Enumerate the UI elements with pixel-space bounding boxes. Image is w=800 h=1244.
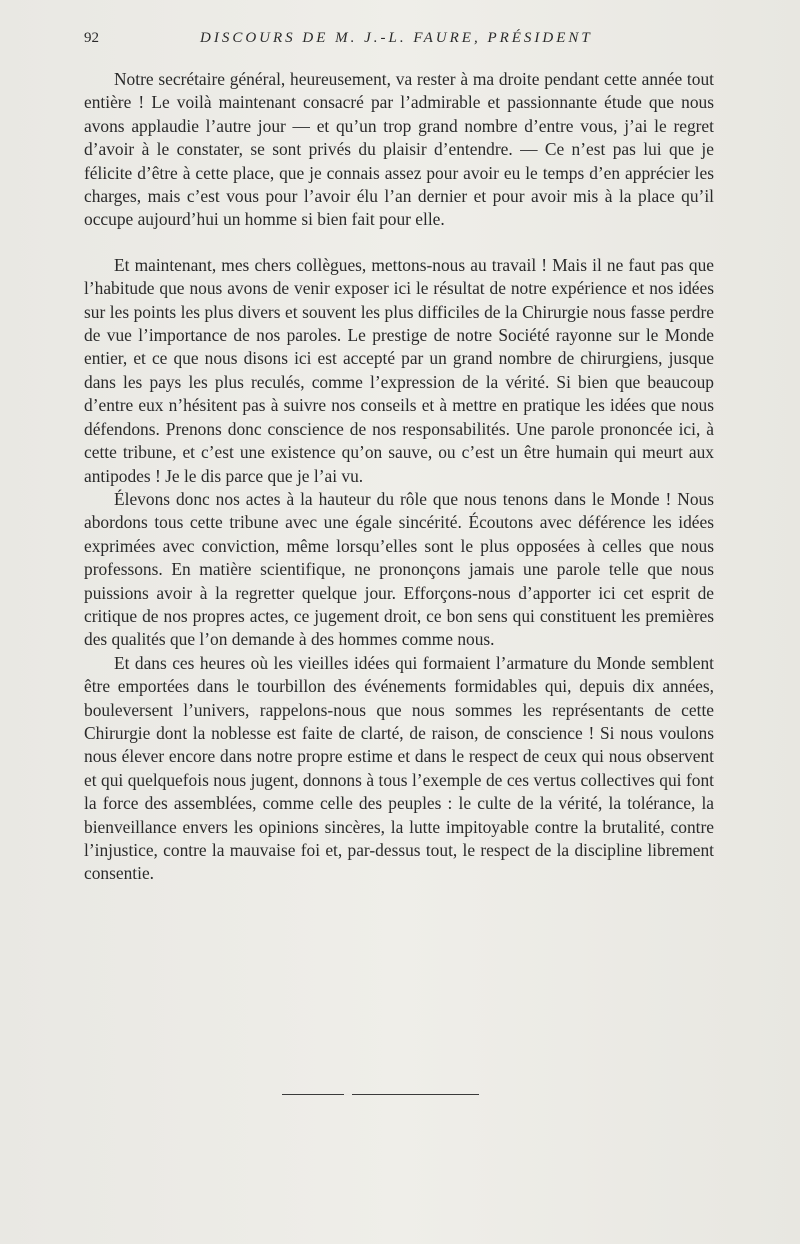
paragraph-conclusion: Et dans ces heures où les vieilles idées qui formaient l’armature du Monde semblent être emportées dans le tourbillon des événements formidables qui, depuis dix années, bouleversent l’univers, rappelons-nous que nous sommes les représentants de cette Chirurgie dont la noblesse est faite de clarté, de raison, de conscience ! Si nous voulons nous élever encore dans notre propre estime et dans le respect de ceux qui nous observent et qui quelquefois nous jugent, donnons à tous l’exemple de ces vertus collectives qui font la force des assemblées, comme celle des peuples : le culte de la vérité, la tolérance, la bienveillance envers les opinions sincères, la lutte impitoyable contre la brutalité, contre l’injustice, contre la mauvaise foi et, par-dessus tout, le respect de la discipline librement consentie. <box>84 652 714 884</box>
paragraph-secretary: Notre secrétaire général, heureusement, va rester à ma droite pendant cette année tout entière ! Le voilà maintenant consacré par l’admirable et passionnante étude que nous avons applaudie l’autre jour — et qu’un trop grand nombre d’entre vous, j’ai le regret d’avoir à le constater, se sont privés du plaisir d’entendre. — Ce n’est pas lui que je félicite d’être à cette place, que je connais assez pour avoir eu le temps d’en apprécier les charges, mais c’est vous pour l’avoir élu l’an dernier et pour avoir mis à la place qu’il occupe aujourd’hui un homme si bien fait pour elle. <box>84 69 714 230</box>
page-number: 92 <box>84 30 99 46</box>
running-title: DISCOURS DE M. J.-L. FAURE, PRÉSIDENT <box>200 30 593 46</box>
body-text <box>84 68 714 886</box>
running-head <box>84 30 716 54</box>
end-rule-break <box>344 1093 352 1096</box>
paragraph-work: Et maintenant, mes chers collègues, mettons-nous au travail ! Mais il ne faut pas que l’habitude que nous avons de venir exposer ici le résultat de notre expérience et nos idées sur les points les plus divers et souvent les plus difficiles de la Chirurgie nous fasse perdre de vue l’importance de nos paroles. Le prestige de notre Société rayonne sur le Monde entier, et ce que nous disons ici est accepté par un grand nombre de chirurgiens, jusque dans les pays les plus reculés, comme l’expression de la vérité. Si bien que beaucoup d’entre eux n’hésitent pas à suivre nos conseils et à mettre en pratique les idées que nous défendons. Prenons donc conscience de nos responsabilités. Une parole prononcée ici, à cette tribune, et c’est une existence qu’on sauve, ou c’est un être humain qui meurt aux antipodes ! Je le dis parce que je l’ai vu. <box>84 254 714 486</box>
end-rule <box>282 1094 479 1095</box>
paragraph-elevate: Élevons donc nos actes à la hauteur du rôle que nous tenons dans le Monde ! Nous abordons tous cette tribune avec une égale sincérité. Écoutons avec déférence les idées exprimées avec conviction, même lorsqu’elles sont le plus opposées à celles que nous professons. En matière scientifique, ne prononçons jamais une parole telle que nous puissions avoir à la regretter quelque jour. Efforçons-nous d’apporter ici cet esprit de critique de nos propres actes, ce jugement droit, ce bon sens qui constituent les premières des qualités que l’on demande à des hommes comme nous. <box>84 488 714 650</box>
